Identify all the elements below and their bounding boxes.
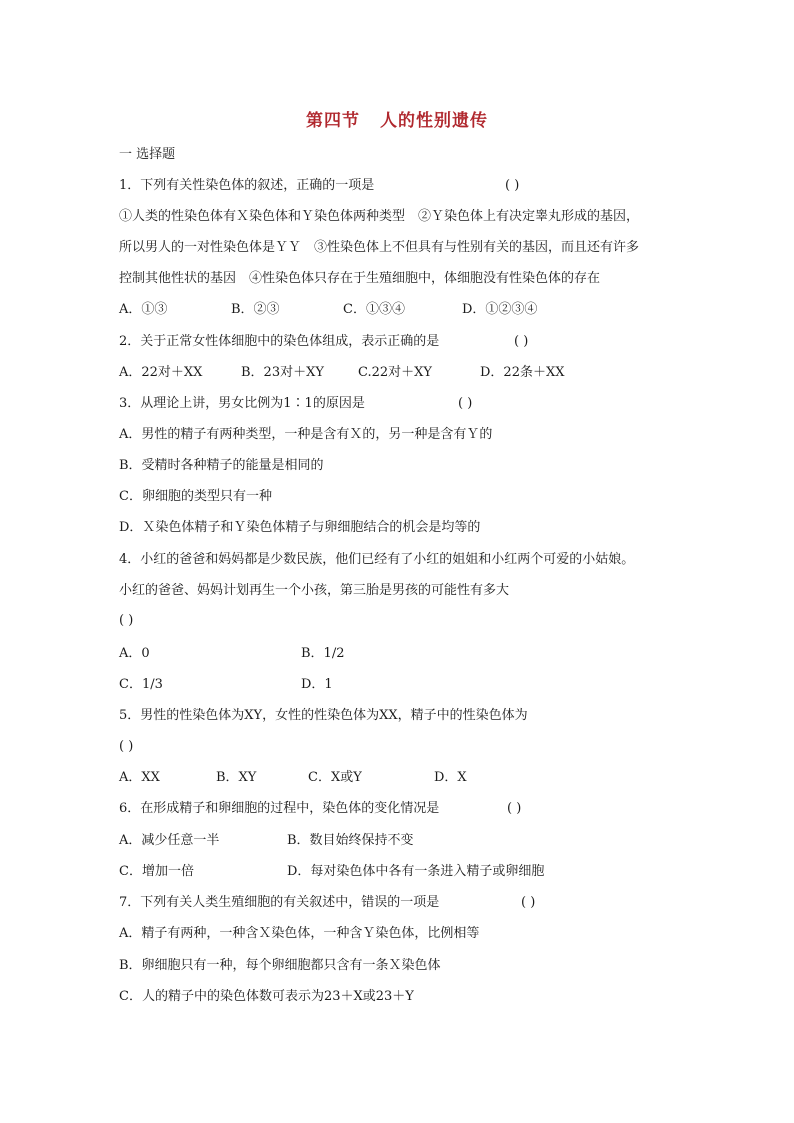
- question-6-option-a: A．减少任意一半: [119, 833, 220, 848]
- question-1-option-a: A．①③: [119, 302, 168, 317]
- question-3-stem: 3．从理论上讲，男女比例为1∶1的原因是: [119, 396, 365, 411]
- question-6-option-c: C．增加一倍: [119, 864, 194, 879]
- question-1-body-line: 控制其他性状的基因 ④性染色体只存在于生殖细胞中，体细胞没有性染色体的存在: [119, 271, 601, 286]
- question-3-option-a: A．男性的精子有两种类型，一种是含有Ｘ的，另一种是含有Ｙ的: [119, 427, 493, 442]
- question-2-option-d: D．22条＋XX: [480, 365, 565, 380]
- question-1-option-b: B．②③: [231, 302, 280, 317]
- question-2-answer-paren: ( ): [514, 334, 529, 349]
- question-1-stem: 1．下列有关性染色体的叙述，正确的一项是: [119, 178, 375, 193]
- question-7-stem: 7．下列有关人类生殖细胞的有关叙述中，错误的一项是: [119, 895, 440, 910]
- question-1-option-d: D．①②③④: [462, 302, 538, 317]
- question-1-body-line: 所以男人的一对性染色体是ＹＹ ③性染色体上不但具有与性别有关的基因，而且还有许多: [119, 240, 640, 255]
- question-1-body-line: ①人类的性染色体有Ｘ染色体和Ｙ染色体两种类型 ②Ｙ染色体上有决定睾丸形成的基因，: [119, 209, 640, 224]
- question-4-option-d: D．1: [301, 677, 333, 692]
- question-1-answer-paren: ( ): [505, 178, 520, 193]
- question-4-stem-line: 4．小红的爸爸和妈妈都是少数民族，他们已经有了小红的姐姐和小红两个可爱的小姑娘。: [119, 552, 635, 567]
- question-7-option-a: A．精子有两种，一种含Ｘ染色体，一种含Ｙ染色体，比例相等: [119, 926, 480, 941]
- title-text: 人的性别遗传: [380, 111, 488, 131]
- question-3-option-d: D．Ｘ染色体精子和Ｙ染色体精子与卵细胞结合的机会是均等的: [119, 520, 481, 535]
- question-6-stem: 6．在形成精子和卵细胞的过程中，染色体的变化情况是: [119, 801, 440, 816]
- question-6-answer-paren: ( ): [507, 801, 522, 816]
- question-3-option-c: C．卵细胞的类型只有一种: [119, 489, 272, 504]
- question-5-option-c: C．X或Y: [308, 770, 362, 785]
- question-4-stem-line: 小红的爸爸、妈妈计划再生一个小孩，第三胎是男孩的可能性有多大: [119, 583, 510, 598]
- question-2-stem: 2．关于正常女性体细胞中的染色体组成，表示正确的是: [119, 334, 440, 349]
- title-section-number: 第四节: [306, 111, 360, 131]
- page-title: [0, 106, 794, 131]
- question-4-option-a: A．0: [119, 646, 150, 661]
- question-4-answer-paren: ( ): [119, 613, 134, 628]
- question-7-answer-paren: ( ): [521, 895, 536, 910]
- question-2-option-c: C.22对＋XY: [358, 365, 432, 380]
- question-6-option-d: D．每对染色体中各有一条进入精子或卵细胞: [287, 864, 545, 879]
- question-2-option-b: B．23对＋XY: [241, 365, 324, 380]
- question-5-answer-paren: ( ): [119, 739, 134, 754]
- question-5-stem: 5．男性的性染色体为XY，女性的性染色体为XX，精子中的性染色体为: [119, 708, 528, 723]
- question-7-option-c: C．人的精子中的染色体数可表示为23＋X或23＋Y: [119, 989, 414, 1004]
- question-3-answer-paren: ( ): [458, 396, 473, 411]
- question-2-option-a: A．22对＋XX: [119, 365, 203, 380]
- question-5-option-b: B．XY: [216, 770, 257, 785]
- section-heading: 一 选择题: [119, 147, 176, 162]
- question-5-option-d: D．X: [434, 770, 467, 785]
- question-1-option-c: C．①③④: [343, 302, 405, 317]
- question-5-option-a: A．XX: [119, 770, 160, 785]
- question-3-option-b: B．受精时各种精子的能量是相同的: [119, 458, 324, 473]
- question-7-option-b: B．卵细胞只有一种，每个卵细胞都只含有一条Ｘ染色体: [119, 958, 441, 973]
- question-4-option-c: C．1/3: [119, 677, 163, 692]
- question-6-option-b: B．数目始终保持不变: [287, 833, 414, 848]
- question-4-option-b: B．1/2: [301, 646, 345, 661]
